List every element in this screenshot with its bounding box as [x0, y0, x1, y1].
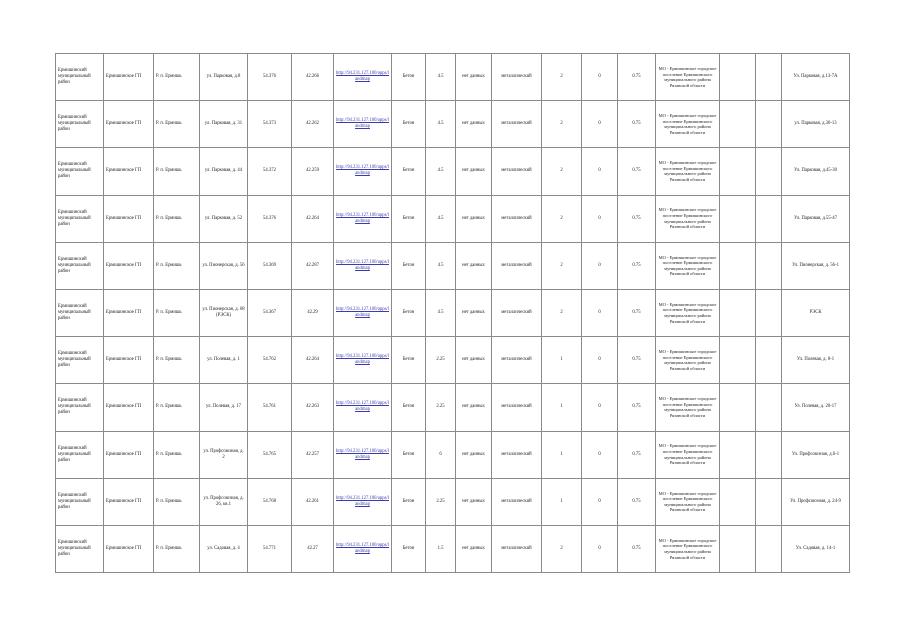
- district-cell: Ермишинский муниципальный район: [56, 54, 104, 101]
- fence-cell: нет данных: [456, 54, 492, 101]
- empty-cell: [756, 242, 782, 289]
- empty-cell: [720, 431, 756, 478]
- street-cell: ул. Парковая, д. 44: [200, 148, 248, 195]
- settlement-cell: Р. п. Ермишь: [154, 289, 200, 336]
- container-count-cell: 2: [542, 289, 582, 336]
- district-cell: Ермишинский муниципальный район: [56, 384, 104, 431]
- head-cell: Ермишинское ГП: [104, 54, 154, 101]
- fence-cell: нет данных: [456, 101, 492, 148]
- fence-cell: нет данных: [456, 478, 492, 525]
- volume-cell: 0.75: [618, 54, 656, 101]
- head-cell: Ермишинское ГП: [104, 384, 154, 431]
- area-cell: 4.5: [426, 101, 456, 148]
- street-cell: ул. Садовая, д. 4: [200, 525, 248, 572]
- volume-cell: 0.75: [618, 148, 656, 195]
- street-cell: ул. Профсоюзная, д. 26, кв.1: [200, 478, 248, 525]
- planned-count-cell: 0: [582, 384, 618, 431]
- longitude-cell: 42.287: [292, 242, 334, 289]
- planned-count-cell: 0: [582, 478, 618, 525]
- empty-cell: [756, 148, 782, 195]
- map-link[interactable]: http://94.231.127.100/apps/landmap: [334, 195, 392, 242]
- container-count-cell: 2: [542, 525, 582, 572]
- fence-cell: нет данных: [456, 148, 492, 195]
- district-cell: Ермишинский муниципальный район: [56, 195, 104, 242]
- latitude-cell: 54.367: [248, 289, 292, 336]
- volume-cell: 0.75: [618, 195, 656, 242]
- owner-cell: МО - Ермишинское городское поселение Ермишинского муниципального района Рязанской области: [656, 478, 720, 525]
- surface-cell: Бетон: [392, 242, 426, 289]
- map-link[interactable]: http://94.231.127.100/apps/landmap: [334, 478, 392, 525]
- fence-cell: нет данных: [456, 242, 492, 289]
- container-type-cell: металлический: [492, 431, 542, 478]
- longitude-cell: 42.27: [292, 525, 334, 572]
- served-objects-cell: Ул. Профсоюзная, д. 24-9: [782, 478, 850, 525]
- head-cell: Ермишинское ГП: [104, 431, 154, 478]
- area-cell: 4.5: [426, 242, 456, 289]
- surface-cell: Бетон: [392, 195, 426, 242]
- container-type-cell: металлический: [492, 384, 542, 431]
- settlement-cell: Р. п. Ермишь: [154, 54, 200, 101]
- area-cell: 1.5: [426, 525, 456, 572]
- container-count-cell: 1: [542, 431, 582, 478]
- table-row: [56, 384, 850, 431]
- owner-cell: МО - Ермишинское городское поселение Ермишинского муниципального района Рязанской области: [656, 384, 720, 431]
- settlement-cell: Р. п. Ермишь: [154, 148, 200, 195]
- map-link[interactable]: http://94.231.127.100/apps/landmap: [334, 242, 392, 289]
- surface-cell: Бетон: [392, 289, 426, 336]
- empty-cell: [756, 525, 782, 572]
- owner-cell: МО - Ермишинское городское поселение Ермишинского муниципального района Рязанской области: [656, 289, 720, 336]
- table-row: [56, 337, 850, 384]
- fence-cell: нет данных: [456, 289, 492, 336]
- area-cell: 6: [426, 431, 456, 478]
- table-row: [56, 478, 850, 525]
- container-count-cell: 1: [542, 337, 582, 384]
- longitude-cell: 42.259: [292, 148, 334, 195]
- longitude-cell: 42.264: [292, 337, 334, 384]
- district-cell: Ермишинский муниципальный район: [56, 478, 104, 525]
- container-count-cell: 2: [542, 242, 582, 289]
- settlement-cell: Р. п. Ермишь: [154, 431, 200, 478]
- street-cell: ул. Пионерская, д. 68 (РЭСК): [200, 289, 248, 336]
- volume-cell: 0.75: [618, 101, 656, 148]
- latitude-cell: 54.376: [248, 195, 292, 242]
- planned-count-cell: 0: [582, 148, 618, 195]
- empty-cell: [756, 337, 782, 384]
- container-count-cell: 2: [542, 101, 582, 148]
- table-row: [56, 54, 850, 101]
- served-objects-cell: Ул. Профсоюзная, д.6-1: [782, 431, 850, 478]
- served-objects-cell: ул. Парковая, д.30-13: [782, 101, 850, 148]
- latitude-cell: 54.376: [248, 54, 292, 101]
- longitude-cell: 42.264: [292, 195, 334, 242]
- empty-cell: [720, 525, 756, 572]
- surface-cell: Бетон: [392, 431, 426, 478]
- container-count-cell: 2: [542, 195, 582, 242]
- street-cell: ул. Парковая, д. 31: [200, 101, 248, 148]
- planned-count-cell: 0: [582, 242, 618, 289]
- head-cell: Ермишинское ГП: [104, 289, 154, 336]
- served-objects-cell: Ул. Парковая, д.13-7А: [782, 54, 850, 101]
- volume-cell: 0.75: [618, 242, 656, 289]
- table-row: [56, 525, 850, 572]
- table-row: [56, 431, 850, 478]
- empty-cell: [720, 242, 756, 289]
- longitude-cell: 42.266: [292, 54, 334, 101]
- area-cell: 4.5: [426, 195, 456, 242]
- district-cell: Ермишинский муниципальный район: [56, 431, 104, 478]
- container-type-cell: металлический: [492, 478, 542, 525]
- surface-cell: Бетон: [392, 384, 426, 431]
- latitude-cell: 54.762: [248, 337, 292, 384]
- planned-count-cell: 0: [582, 431, 618, 478]
- fence-cell: нет данных: [456, 195, 492, 242]
- table-row: [56, 195, 850, 242]
- area-cell: 2.25: [426, 384, 456, 431]
- owner-cell: МО - Ермишинское городское поселение Ермишинского муниципального района Рязанской области: [656, 148, 720, 195]
- empty-cell: [720, 337, 756, 384]
- owner-cell: МО - Ермишинское городское поселение Ермишинского муниципального района Рязанской области: [656, 195, 720, 242]
- container-count-cell: 1: [542, 384, 582, 431]
- served-objects-cell: Ул. Парковая, д.45-30: [782, 148, 850, 195]
- registry-table: [55, 53, 850, 573]
- owner-cell: МО - Ермишинское городское поселение Ермишинского муниципального района Рязанской области: [656, 431, 720, 478]
- settlement-cell: Р. п. Ермишь: [154, 384, 200, 431]
- served-objects-cell: Ул. Полевая, д. 20-17: [782, 384, 850, 431]
- settlement-cell: Р. п. Ермишь: [154, 525, 200, 572]
- empty-cell: [720, 148, 756, 195]
- latitude-cell: 54.771: [248, 525, 292, 572]
- latitude-cell: 54.761: [248, 384, 292, 431]
- volume-cell: 0.75: [618, 525, 656, 572]
- planned-count-cell: 0: [582, 525, 618, 572]
- head-cell: Ермишинское ГП: [104, 242, 154, 289]
- street-cell: ул. Пионерская, д. 56: [200, 242, 248, 289]
- longitude-cell: 42.261: [292, 478, 334, 525]
- map-link[interactable]: http://94.231.127.100/apps/landmap: [334, 101, 392, 148]
- owner-cell: МО - Ермишинское городское поселение Ермишинского муниципального района Рязанской области: [656, 525, 720, 572]
- settlement-cell: Р. п. Ермишь: [154, 478, 200, 525]
- surface-cell: Бетон: [392, 148, 426, 195]
- street-cell: ул. Полевая, д. 1: [200, 337, 248, 384]
- surface-cell: Бетон: [392, 54, 426, 101]
- district-cell: Ермишинский муниципальный район: [56, 289, 104, 336]
- served-objects-cell: Ул. Парковая, д.55-47: [782, 195, 850, 242]
- longitude-cell: 42.262: [292, 101, 334, 148]
- owner-cell: МО - Ермишинское городское поселение Ермишинского муниципального района Рязанской области: [656, 101, 720, 148]
- empty-cell: [720, 478, 756, 525]
- area-cell: 4.5: [426, 54, 456, 101]
- empty-cell: [720, 195, 756, 242]
- volume-cell: 0.75: [618, 384, 656, 431]
- head-cell: Ермишинское ГП: [104, 195, 154, 242]
- map-link[interactable]: http://94.231.127.100/apps/landmap: [334, 54, 392, 101]
- fence-cell: нет данных: [456, 431, 492, 478]
- head-cell: Ермишинское ГП: [104, 101, 154, 148]
- empty-cell: [720, 54, 756, 101]
- surface-cell: Бетон: [392, 525, 426, 572]
- street-cell: ул. Полевая, д. 17: [200, 384, 248, 431]
- longitude-cell: 42.29: [292, 289, 334, 336]
- map-link[interactable]: http://94.231.127.100/apps/landmap: [334, 525, 392, 572]
- map-link[interactable]: http://94.231.127.100/apps/landmap: [334, 289, 392, 336]
- served-objects-cell: Ул. Садовая, д. 14-1: [782, 525, 850, 572]
- served-objects-cell: РЭСК: [782, 289, 850, 336]
- fence-cell: нет данных: [456, 337, 492, 384]
- empty-cell: [756, 195, 782, 242]
- head-cell: Ермишинское ГП: [104, 478, 154, 525]
- planned-count-cell: 0: [582, 337, 618, 384]
- street-cell: ул. Парковая, д.8: [200, 54, 248, 101]
- volume-cell: 0.75: [618, 337, 656, 384]
- planned-count-cell: 0: [582, 289, 618, 336]
- owner-cell: МО - Ермишинское городское поселение Ермишинского муниципального района Рязанской области: [656, 242, 720, 289]
- area-cell: 2.25: [426, 478, 456, 525]
- street-cell: ул. Парковая, д. 52: [200, 195, 248, 242]
- container-type-cell: металлический: [492, 54, 542, 101]
- container-count-cell: 1: [542, 478, 582, 525]
- owner-cell: МО - Ермишинское городское поселение Ермишинского муниципального района Рязанской области: [656, 337, 720, 384]
- container-type-cell: металлический: [492, 337, 542, 384]
- district-cell: Ермишинский муниципальный район: [56, 337, 104, 384]
- head-cell: Ермишинское ГП: [104, 148, 154, 195]
- settlement-cell: Р. п. Ермишь: [154, 242, 200, 289]
- latitude-cell: 54.768: [248, 478, 292, 525]
- longitude-cell: 42.257: [292, 431, 334, 478]
- empty-cell: [720, 384, 756, 431]
- volume-cell: 0.75: [618, 289, 656, 336]
- longitude-cell: 42.263: [292, 384, 334, 431]
- container-type-cell: металлический: [492, 525, 542, 572]
- volume-cell: 0.75: [618, 478, 656, 525]
- empty-cell: [756, 431, 782, 478]
- container-type-cell: металлический: [492, 242, 542, 289]
- container-type-cell: металлический: [492, 195, 542, 242]
- planned-count-cell: 0: [582, 195, 618, 242]
- map-link[interactable]: http://94.231.127.100/apps/landmap: [334, 148, 392, 195]
- district-cell: Ермишинский муниципальный район: [56, 242, 104, 289]
- latitude-cell: 54.372: [248, 148, 292, 195]
- table-row: [56, 148, 850, 195]
- container-type-cell: металлический: [492, 289, 542, 336]
- latitude-cell: 54.369: [248, 242, 292, 289]
- table-row: [56, 242, 850, 289]
- settlement-cell: Р. п. Ермишь: [154, 195, 200, 242]
- district-cell: Ермишинский муниципальный район: [56, 101, 104, 148]
- surface-cell: Бетон: [392, 478, 426, 525]
- latitude-cell: 54.765: [248, 431, 292, 478]
- empty-cell: [756, 54, 782, 101]
- owner-cell: МО - Ермишинское городское поселение Ермишинского муниципального района Рязанской области: [656, 54, 720, 101]
- table-row: [56, 289, 850, 336]
- planned-count-cell: 0: [582, 54, 618, 101]
- container-count-cell: 2: [542, 54, 582, 101]
- container-count-cell: 2: [542, 148, 582, 195]
- empty-cell: [720, 289, 756, 336]
- container-type-cell: металлический: [492, 101, 542, 148]
- empty-cell: [756, 289, 782, 336]
- district-cell: Ермишинский муниципальный район: [56, 148, 104, 195]
- table-row: [56, 101, 850, 148]
- street-cell: ул. Профсоюзная, д. 2: [200, 431, 248, 478]
- head-cell: Ермишинское ГП: [104, 337, 154, 384]
- served-objects-cell: Ул. Пионерская, д. 56-1: [782, 242, 850, 289]
- settlement-cell: Р. п. Ермишь: [154, 101, 200, 148]
- map-link[interactable]: http://94.231.127.100/apps/landmap: [334, 337, 392, 384]
- area-cell: 4.5: [426, 289, 456, 336]
- fence-cell: нет данных: [456, 525, 492, 572]
- empty-cell: [720, 101, 756, 148]
- map-link[interactable]: http://94.231.127.100/apps/landmap: [334, 384, 392, 431]
- area-cell: 4.5: [426, 148, 456, 195]
- fence-cell: нет данных: [456, 384, 492, 431]
- empty-cell: [756, 384, 782, 431]
- surface-cell: Бетон: [392, 337, 426, 384]
- district-cell: Ермишинский муниципальный район: [56, 525, 104, 572]
- served-objects-cell: Ул. Полевая, д. 8-1: [782, 337, 850, 384]
- settlement-cell: Р. п. Ермишь: [154, 337, 200, 384]
- empty-cell: [756, 101, 782, 148]
- planned-count-cell: 0: [582, 101, 618, 148]
- container-type-cell: металлический: [492, 148, 542, 195]
- head-cell: Ермишинское ГП: [104, 525, 154, 572]
- latitude-cell: 54.373: [248, 101, 292, 148]
- area-cell: 2.25: [426, 337, 456, 384]
- empty-cell: [756, 478, 782, 525]
- table-body: [56, 54, 850, 573]
- volume-cell: 0.75: [618, 431, 656, 478]
- map-link[interactable]: http://94.231.127.100/apps/landmap: [334, 431, 392, 478]
- surface-cell: Бетон: [392, 101, 426, 148]
